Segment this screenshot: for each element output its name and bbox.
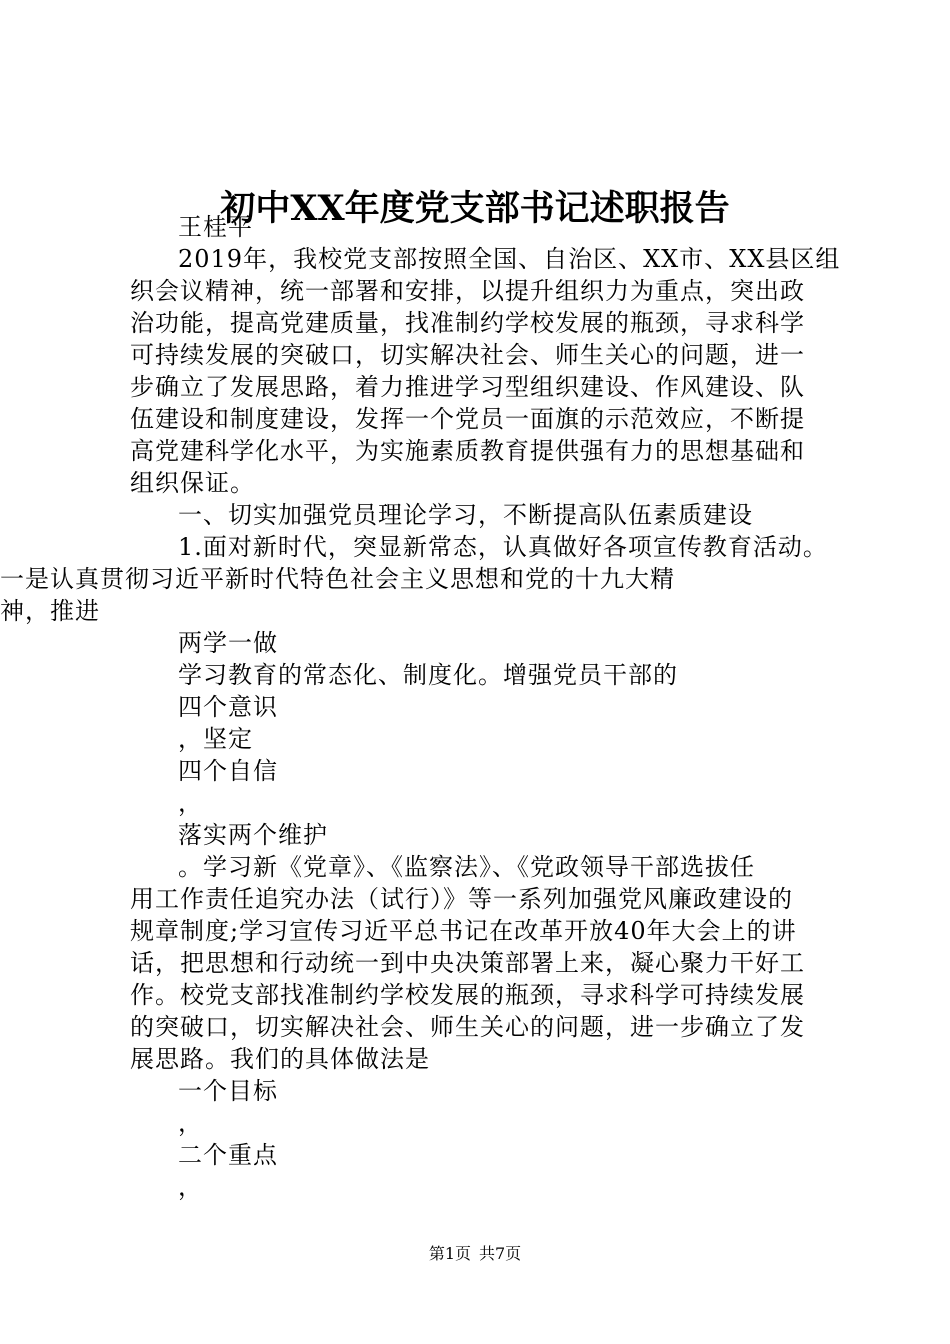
paragraph-line: ，坚定: [178, 725, 253, 753]
paragraph-line: 话，把思想和行动统一到中央决策部署上来，凝心聚力干好工: [130, 949, 805, 977]
page-number: 第1页: [428, 1244, 471, 1263]
document-body: [0, 211, 841, 1203]
paragraph-line: 二个重点: [178, 1141, 278, 1169]
paragraph-line: 2019年，我校党支部按照全国、自治区、XX市、XX县区组: [178, 245, 841, 273]
paragraph-line: 。学习新《党章》、《监察法》、《党政领导干部选拔任: [178, 853, 755, 881]
paragraph-line: 可持续发展的突破口，切实解决社会、师生关心的问题，进一: [130, 341, 805, 369]
paragraph-line: ，: [178, 789, 203, 817]
paragraph-line: 高党建科学化水平，为实施素质教育提供强有力的思想基础和: [130, 437, 805, 465]
paragraph-line: 一个目标: [178, 1077, 278, 1105]
paragraph-line: 作。校党支部找准制约学校发展的瓶颈，寻求科学可持续发展: [130, 981, 805, 1009]
paragraph-line: 织会议精神，统一部署和安排，以提升组织力为重点，突出政: [130, 277, 805, 305]
paragraph-line: 步确立了发展思路，着力推进学习型组织建设、作风建设、队: [130, 373, 805, 401]
paragraph-line: 四个意识: [178, 693, 278, 721]
paragraph-line: 展思路。我们的具体做法是: [130, 1045, 430, 1073]
paragraph-line: 1.面对新时代，突显新常态，认真做好各项宣传教育活动。: [178, 533, 828, 561]
paragraph-line: ，: [178, 1173, 203, 1201]
page-footer: [0, 1244, 950, 1264]
paragraph-line: 一是认真贯彻习近平新时代特色社会主义思想和党的十九大精: [0, 565, 675, 593]
paragraph-line: 神，推进: [0, 597, 100, 625]
paragraph-line: 用工作责任追究办法（试行）》等一系列加强党风廉政建设的: [130, 885, 793, 913]
paragraph-line: 学习教育的常态化、制度化。增强党员干部的: [178, 661, 678, 689]
paragraph-line: 两学一做: [178, 629, 278, 657]
paragraph-line: ，: [178, 1109, 203, 1137]
paragraph-line: 落实两个维护: [178, 821, 328, 849]
paragraph-line: 治功能，提高党建质量，找准制约学校发展的瓶颈，寻求科学: [130, 309, 805, 337]
author-line: 王桂平: [178, 213, 253, 241]
document-title: 初中XX年度党支部书记述职报告: [220, 188, 730, 229]
section-heading: 一、切实加强党员理论学习，不断提高队伍素质建设: [178, 501, 753, 529]
paragraph-line: 的突破口，切实解决社会、师生关心的问题，进一步确立了发: [130, 1013, 805, 1041]
page-total: 共7页: [479, 1244, 522, 1263]
paragraph-line: 四个自信: [178, 757, 278, 785]
paragraph-line: 规章制度;学习宣传习近平总书记在改革开放40年大会上的讲: [130, 917, 797, 945]
paragraph-line: 伍建设和制度建设，发挥一个党员一面旗的示范效应，不断提: [130, 405, 805, 433]
paragraph-line: 组织保证。: [130, 469, 255, 497]
